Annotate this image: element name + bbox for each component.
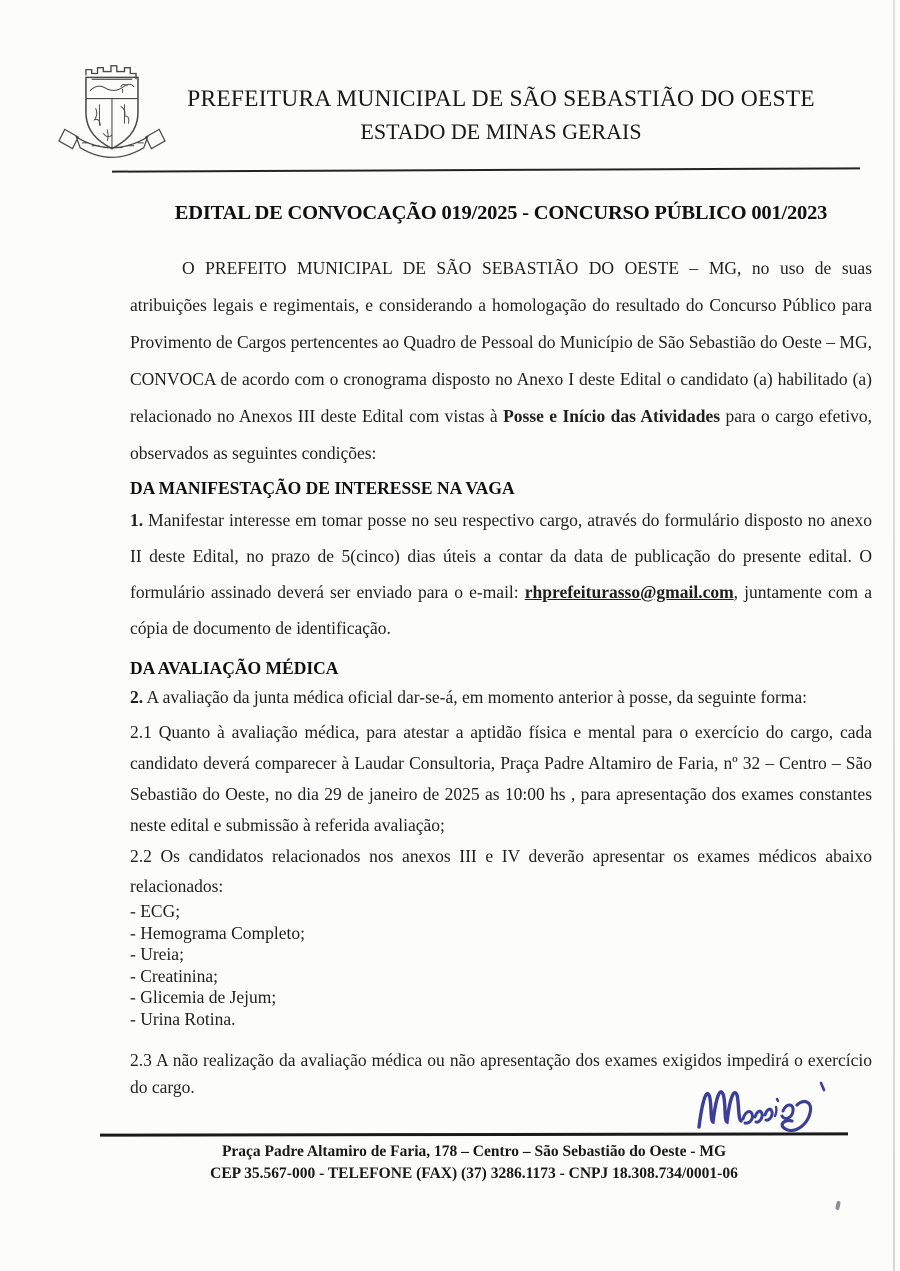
paragraph-item-2-3: 2.3 A não realização da avaliação médica ou não apresentação dos exames exigidos impedirá o exercício do cargo. (130, 1050, 872, 1097)
intro-paragraph (130, 250, 872, 472)
municipal-coat-of-arms-icon (52, 60, 170, 166)
org-name: PREFEITURA MUNICIPAL DE SÃO SEBASTIÃO DO OESTE (187, 86, 815, 112)
intro-text-2: para o cargo efetivo, observados as seguintes condições: (130, 406, 872, 463)
header-divider (112, 167, 860, 172)
exam-list (130, 901, 872, 1030)
contact-email: rhprefeiturasso@gmail.com (524, 582, 734, 602)
item-1-text-after: , juntamente com a cópia de documento de identificação. (130, 582, 872, 638)
exam-list-item: - ECG; (130, 901, 181, 921)
paragraph-item-1 (130, 502, 872, 646)
paragraph-item-2-1: 2.1 Quanto à avaliação médica, para atestar a aptidão física e mental para o exercício do cargo, cada candidato deverá comparecer à Laudar Consultoria, Praça Padre Altamiro de Faria, nº 32 – Centro – São Sebastião do Oeste, no dia 29 de janeiro de 2025 as 10:00 hs , para apresentação dos exames constantes neste edital e submissão à referida avaliação; (130, 722, 872, 835)
item-1-text: Manifestar interesse em tomar posse no seu respectivo cargo, através do formulário disposto no anexo II deste Edital, no prazo de 5(cinco) dias úteis a contar da data de publicação do presente edital. O formulário assinado deverá ser enviado para o e-mail: (130, 510, 872, 602)
intro-emphasis: Posse e Início das Atividades (503, 406, 721, 426)
section-heading-interest: DA MANIFESTAÇÃO DE INTERESSE NA VAGA (130, 478, 515, 498)
paragraph-item-2 (130, 682, 872, 713)
footer-address: Praça Padre Altamiro de Faria, 178 – Centro – São Sebastião do Oeste - MG (221, 1143, 727, 1160)
exam-list-item: - Ureia; (130, 944, 184, 964)
exam-list-item: - Urina Rotina. (130, 1008, 236, 1029)
section-heading-medical: DA AVALIAÇÃO MÉDICA (130, 658, 339, 678)
signature-handwriting (693, 1075, 841, 1137)
org-subtitle: ESTADO DE MINAS GERAIS (360, 119, 642, 144)
exam-list-item: - Glicemia de Jejum; (130, 987, 277, 1007)
document-footer (100, 1141, 848, 1185)
paragraph-item-2-2: 2.2 Os candidatos relacionados nos anexos III e IV deverão apresentar os exames médicos abaixo relacionados: (130, 846, 872, 896)
document-body (130, 250, 872, 1101)
scan-speck (835, 1201, 841, 1211)
item-2-text: A avaliação da junta médica oficial dar-se-á, em momento anterior à posse, da seguinte forma: (143, 687, 808, 707)
item-2-number: 2. (130, 687, 144, 707)
scan-edge-artifact (893, 0, 895, 1271)
intro-text-1: O PREFEITO MUNICIPAL DE SÃO SEBASTIÃO DO OESTE – MG, no uso de suas atribuições legais e regimentais, e considerando a homologação do resultado do Concurso Público para Provimento de Cargos pertencentes ao Quadro de Pessoal do Município de São Sebastião do Oeste – MG, CONVOCA de acordo com o cronograma disposto no Anexo I deste Edital o candidato (a) habilitado (a) relacionado no Anexos III deste Edital com vistas à (130, 258, 872, 426)
exam-list-item: - Creatinina; (130, 965, 218, 986)
document-title: EDITAL DE CONVOCAÇÃO 019/2025 - CONCURSO PÚBLICO 001/2023 (174, 202, 828, 224)
footer-contact: CEP 35.567-000 - TELEFONE (FAX) (37) 3286.1173 - CNPJ 18.308.734/0001-06 (210, 1165, 738, 1182)
document-header (165, 82, 837, 148)
item-1-number: 1. (130, 510, 144, 530)
exam-list-item: - Hemograma Completo; (130, 922, 305, 943)
